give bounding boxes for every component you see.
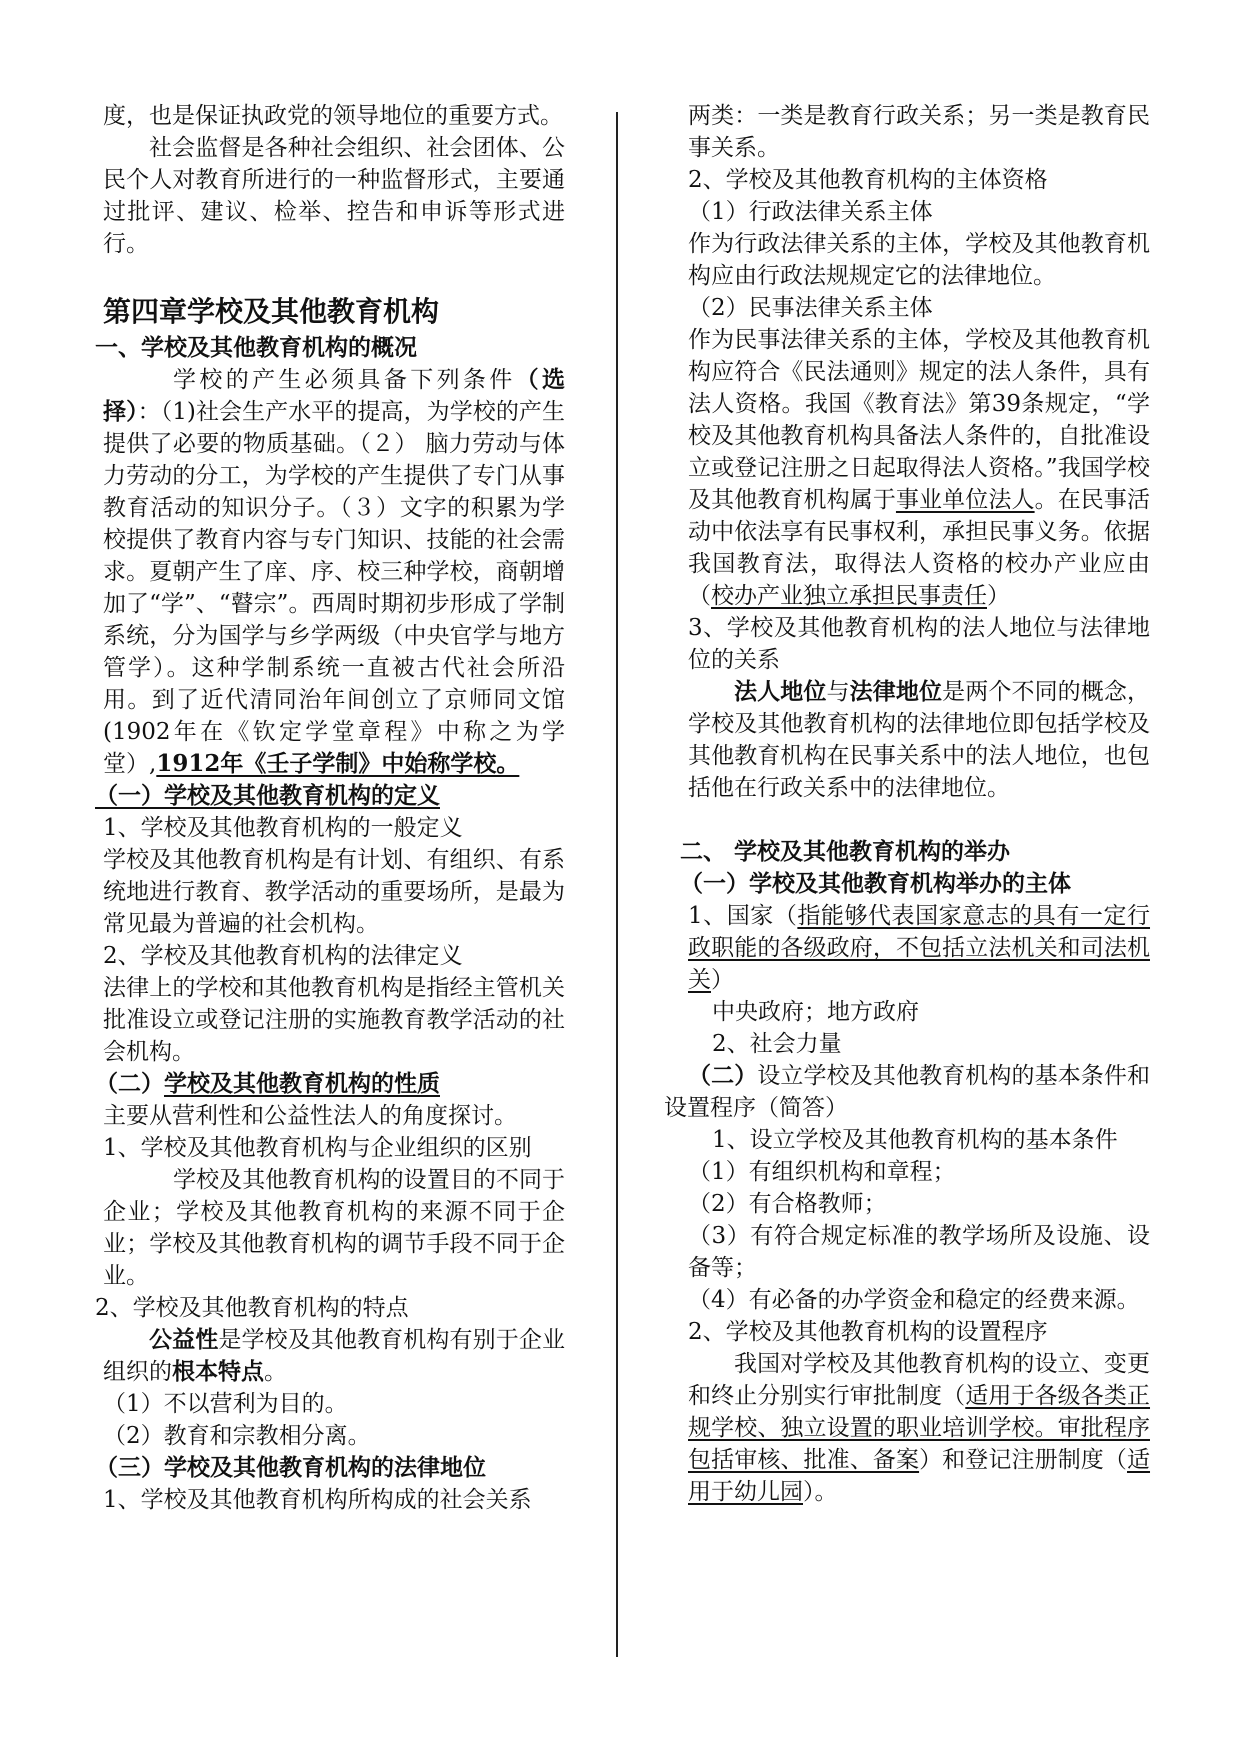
left-column	[95, 100, 566, 1516]
emphasis: 法人地位	[734, 678, 827, 705]
paragraph: 学校及其他教育机构是有计划、有组织、有系统地进行教育、教学活动的重要场所，是最为常见最为普遍的社会机构。	[103, 847, 565, 937]
text: ）。	[803, 1479, 838, 1505]
item-heading: 2、学校及其他教育机构的主体资格	[688, 167, 1048, 193]
item-heading: 2、学校及其他教育机构的特点	[95, 1295, 409, 1321]
subsection-title-text: 学校及其他教育机构的性质	[164, 1070, 440, 1097]
list-item: （3）有符合规定标准的教学场所及设施、设备等；	[688, 1223, 1150, 1281]
emphasis: 根本特点	[172, 1358, 264, 1385]
section-title: 一、学校及其他教育机构的概况	[95, 334, 417, 361]
column-divider	[616, 112, 618, 1657]
paragraph: 主要从营利性和公益性法人的角度探讨。	[103, 1103, 517, 1129]
emphasis: 公益性	[149, 1326, 219, 1353]
text: 与	[826, 679, 850, 705]
paragraph: 度，也是保证执政党的领导地位的重要方式。	[103, 103, 563, 129]
emphasis: （选择）	[103, 366, 566, 425]
subsection-prefix: （二）	[688, 1062, 758, 1089]
paragraph: 中央政府；地方政府	[712, 999, 919, 1025]
spacer	[688, 804, 1150, 836]
underlined-term: 适用于各级各类正规学校、独立设置的职业培训学校。审批程序包括审核、批准、备案	[688, 1383, 1151, 1473]
item-heading: 1、学校及其他教育机构的一般定义	[103, 815, 463, 841]
list-item: （1）行政法律关系主体	[688, 199, 933, 225]
text: ：（1)社会生产水平的提高，为学校的产生提供了必要的物质基础。（２） 脑力劳动与体力劳动的分工，为学校的产生提供了专门从事教育活动的知识分子。（３）文字的积累为学校提供了教育内容与专门知识、技能的社会需求。夏朝产生了庠、序、校三种学校，商朝增加了“学”、“瞽宗”。西周时期初步形成了学制系统，分为国学与乡学两级（中央官学与地方管学）。这种学制系统一直被古代社会所沿用。到了近代清同治年间创立了京师同文馆(1902年在《钦定学堂章程》中称之为学堂）,	[103, 399, 565, 777]
list-item: （1）有组织机构和章程；	[688, 1159, 956, 1185]
chapter-title: 第四章学校及其他教育机构	[103, 295, 440, 328]
list-item: （1）不以营利为目的。	[103, 1391, 348, 1417]
list-item: （2）有合格教师；	[688, 1191, 887, 1217]
emphasis-underlined: 1912年《壬子学制》中始称学校。	[156, 750, 520, 777]
paragraph: 学校及其他教育机构的设置目的不同于企业；学校及其他教育机构的来源不同于企业；学校及其他教育机构的调节手段不同于企业。	[103, 1167, 565, 1289]
text: 1、国家（	[688, 903, 798, 929]
underlined-term: 适用于幼儿园	[688, 1447, 1151, 1505]
text: （二）	[95, 1070, 164, 1097]
item-heading	[688, 900, 1150, 996]
underlined-term: 指能够代表国家意志的具有一定行政职能的各级政府，不包括立法机关和司法机关	[688, 903, 1151, 993]
text: 是学校及其他教育机构有别于企业组织的	[103, 1327, 566, 1385]
text: 学校的产生必须具备下列条件	[173, 367, 516, 393]
item-heading: 2、学校及其他教育机构的法律定义	[103, 943, 463, 969]
section-title: 二、 学校及其他教育机构的举办	[680, 838, 1011, 865]
item-heading: 1、学校及其他教育机构所构成的社会关系	[103, 1487, 532, 1513]
paragraph-school-origin	[103, 364, 565, 780]
list-item: （2）教育和宗教相分离。	[103, 1423, 371, 1449]
paragraph-approval-system	[688, 1348, 1150, 1508]
subsection-title	[95, 1068, 565, 1100]
paragraph	[688, 676, 1150, 804]
underlined-term: 事业单位法人	[895, 487, 1035, 513]
paragraph: 法律上的学校和其他教育机构是指经主管机关批准设立或登记注册的实施教育教学活动的社会机构。	[103, 975, 565, 1065]
paragraph-social-supervision: 社会监督是各种社会组织、社会团体、公民个人对教育所进行的一种监督形式，主要通过批评、建议、检举、控告和申诉等形式进行。	[103, 135, 565, 257]
text: 我国对学校及其他教育机构的设立、变更和终止分别实行审批制度（	[688, 1351, 1150, 1409]
text: 。在民事活动中依法享有民事权利，承担民事义务。依据我国教育法，取得法人资格的校办产业应由（	[688, 487, 1151, 609]
text: ）	[987, 583, 1010, 609]
item-heading: 1、学校及其他教育机构与企业组织的区别	[103, 1135, 532, 1161]
list-item: （4）有必备的办学资金和稳定的经费来源。	[688, 1287, 1140, 1313]
paragraph-legal-person	[688, 324, 1150, 612]
item-heading: 3、学校及其他教育机构的法人地位与法律地位的关系	[688, 615, 1150, 673]
item-heading: 1、设立学校及其他教育机构的基本条件	[712, 1127, 1118, 1153]
text: ）	[711, 967, 734, 993]
underlined-term: 校办产业独立承担民事责任	[711, 583, 987, 609]
list-item: （2）民事法律关系主体	[688, 295, 933, 321]
spacer	[103, 260, 565, 292]
item-heading: 2、学校及其他教育机构的设置程序	[688, 1319, 1048, 1345]
subsection-title	[664, 1060, 1150, 1124]
text: 设立学校及其他教育机构的基本条件和设置程序（简答）	[664, 1063, 1151, 1121]
paragraph	[103, 1324, 565, 1388]
emphasis: 法律地位	[849, 678, 943, 705]
subsection-title: （三）学校及其他教育机构的法律地位	[95, 1454, 486, 1481]
text: ）和登记注册制度（	[919, 1447, 1128, 1473]
right-column	[664, 100, 1151, 1508]
paragraph: 两类：一类是教育行政关系；另一类是教育民事关系。	[688, 103, 1150, 161]
text: 。	[264, 1359, 287, 1385]
subsection-title: （一）学校及其他教育机构举办的主体	[680, 870, 1071, 897]
text: 作为民事法律关系的主体，学校及其他教育机构应符合《民法通则》规定的法人条件，具有法人资格。我国《教育法》第39条规定，“学校及其他教育机构具备法人条件的，自批准设立或登记注册之日起取得法人资格。”我国学校及其他教育机构属于	[688, 327, 1150, 513]
item-heading: 2、社会力量	[712, 1031, 842, 1057]
paragraph: 作为行政法律关系的主体，学校及其他教育机构应由行政法规规定它的法律地位。	[688, 231, 1150, 289]
text: 是两个不同的概念，学校及其他教育机构的法律地位即包括学校及其他教育机构在民事关系中的法人地位，也包括他在行政关系中的法律地位。	[688, 679, 1151, 801]
subsection-title: （一）学校及其他教育机构的定义	[95, 782, 440, 809]
